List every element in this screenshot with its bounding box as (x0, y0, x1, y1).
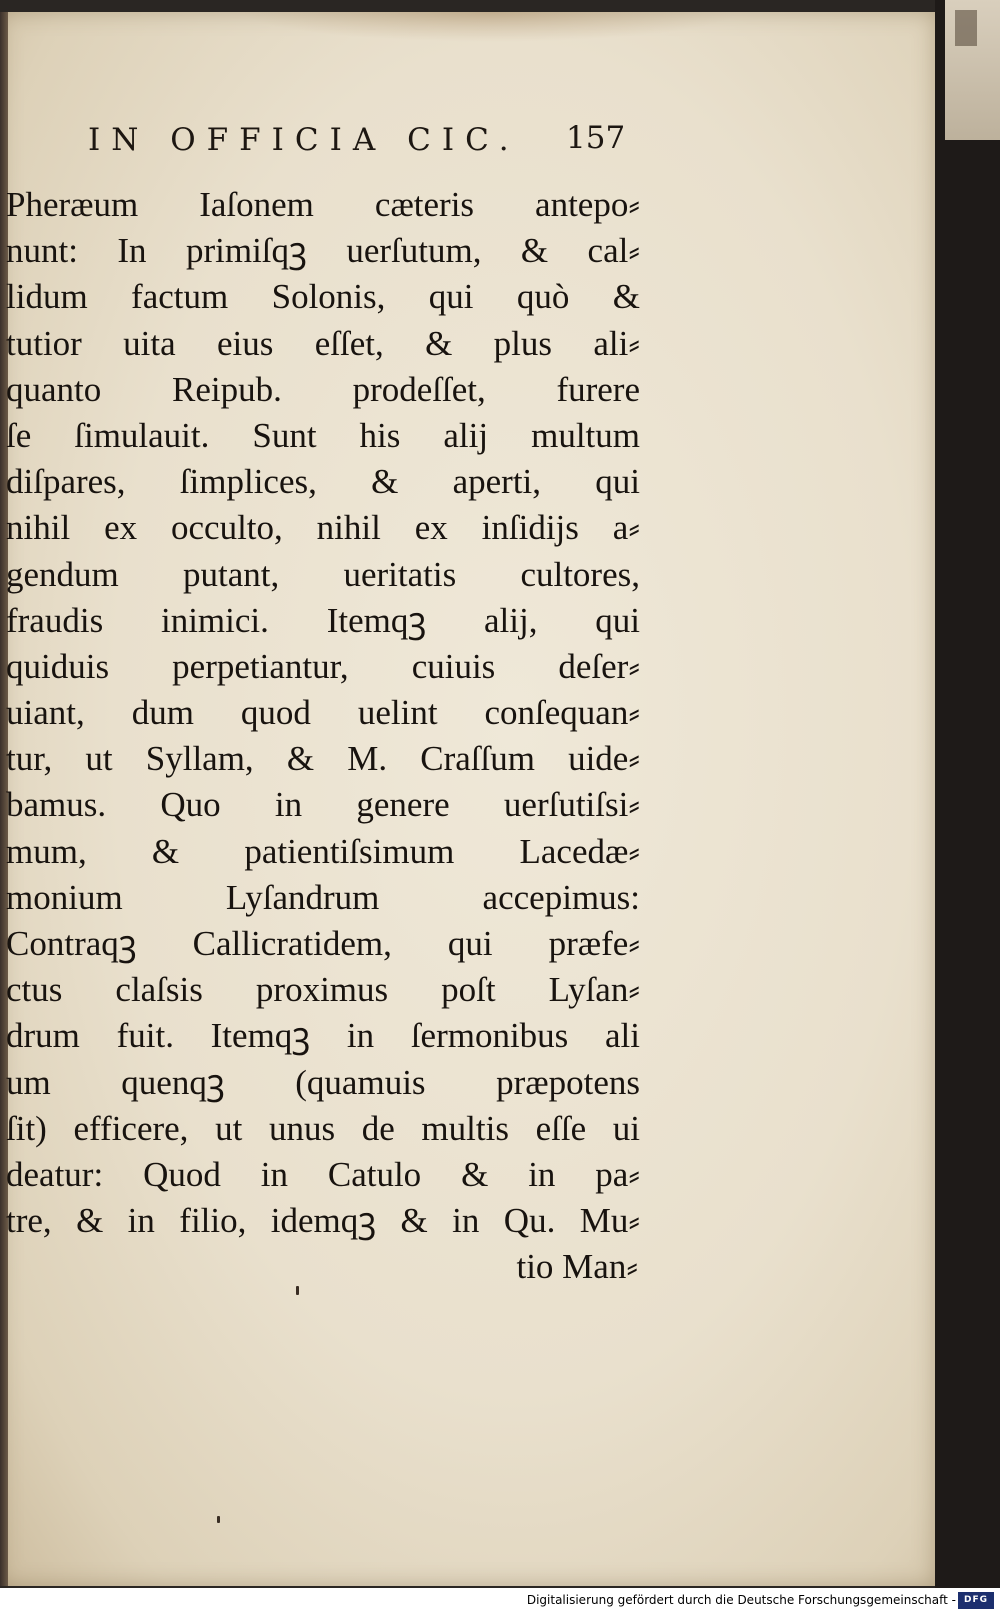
paper-stain (240, 12, 740, 42)
text-line: fraudis inimici. Itemqꝫ alij, qui (6, 600, 640, 640)
running-head-title: IN OFFICIA CIC. (88, 122, 520, 158)
text-line: diſpares, ſimplices, & aperti, qui (6, 462, 640, 502)
text-line: monium Lyſandrum accepimus: (6, 877, 640, 917)
text-line: tutior uita eius eſſet, & plus ali⸗ (6, 323, 640, 363)
text-line: gendum putant, ueritatis cultores, (6, 554, 640, 594)
text-line: quanto Reipub. prodeſſet, furere (6, 369, 640, 409)
scan-background-right (935, 0, 1000, 1588)
text-line: ſe ſimulauit. Sunt his alij multum (6, 415, 640, 455)
running-head (88, 122, 648, 170)
page-number: 157 (566, 120, 626, 156)
text-line: ſit) efficere, ut unus de multis eſſe ui (6, 1108, 640, 1148)
text-line: lidum factum Solonis, qui quò & (6, 277, 640, 317)
body-text (6, 182, 640, 1291)
footer-credit: Digitalisierung gefördert durch die Deutsche Forschungsgemeinschaft - (526, 1593, 956, 1607)
text-line: drum fuit. Itemqꝫ in ſermonibus ali (6, 1016, 640, 1056)
text-line: tre, & in filio, idemqꝫ & in Qu. Mu⸗ (6, 1201, 640, 1241)
ink-speck (217, 1516, 220, 1523)
text-line: ctus claſsis proximus poſt Lyſan⸗ (6, 970, 640, 1010)
text-line: mum, & patientiſsimum Lacedæ⸗ (6, 831, 640, 871)
text-line: quiduis perpetiantur, cuiuis deſer⸗ (6, 646, 640, 686)
text-line: deatur: Quod in Catulo & in pa⸗ (6, 1154, 640, 1194)
text-line: nihil ex occulto, nihil ex inſidijs a⸗ (6, 508, 640, 548)
dfg-logo: DFG (958, 1592, 994, 1609)
text-line: Pheræum Iaſonem cæteris antepo⸗ (6, 185, 640, 224)
text-line: nunt: In primiſqꝫ uerſutum, & cal⸗ (6, 231, 640, 271)
text-line: uiant, dum quod uelint conſequan⸗ (6, 693, 640, 733)
footer-bar (0, 1588, 1000, 1612)
text-line: um quenqꝫ (quamuis præpotens (6, 1062, 640, 1102)
text-line: tur, ut Syllam, & M. Craſſum uide⸗ (6, 739, 640, 779)
ink-speck (296, 1286, 299, 1295)
adjacent-leaf-mark (955, 10, 977, 46)
catchword: tio Man⸗ (516, 1247, 638, 1287)
text-line: bamus. Quo in genere uerſutiſsi⸗ (6, 785, 640, 825)
text-line: Contraqꝫ Callicratidem, qui præfe⸗ (6, 924, 640, 963)
